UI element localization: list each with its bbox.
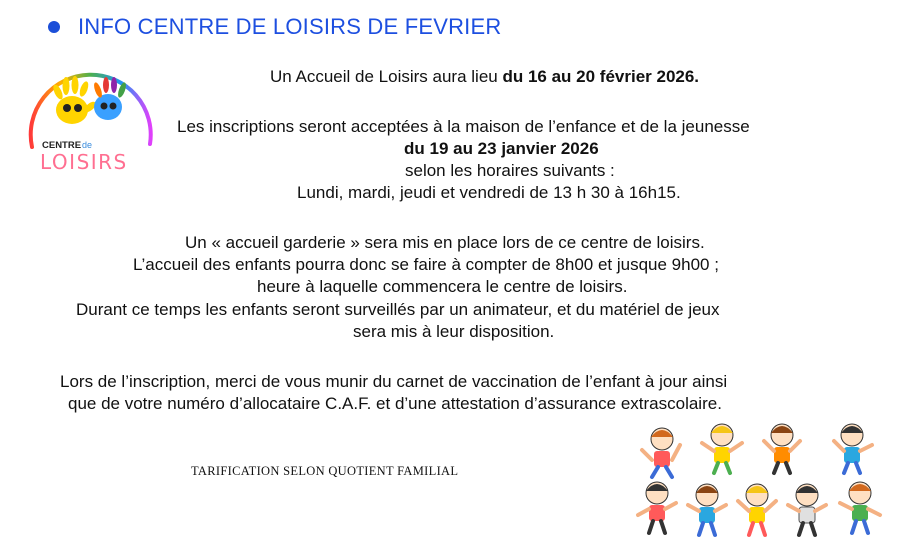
garderie-line-3: heure à laquelle commencera le centre de loisirs. [257, 277, 628, 296]
kid-figure-icon [638, 482, 676, 533]
schedule-intro: selon les horaires suivants : [405, 161, 615, 180]
intro-dates: du 16 au 20 février 2026. [502, 67, 700, 86]
registration-dates [404, 139, 599, 159]
registration-line: Les inscriptions seront acceptées à la maison de l’enfance et de la jeunesse [177, 117, 750, 136]
registration-dates-text: du 19 au 23 janvier 2026 [404, 139, 599, 158]
schedule-hours: Lundi, mardi, jeudi et vendredi de 13 h 30 à 16h15. [297, 183, 681, 202]
garderie-line-2: L’accueil des enfants pourra donc se faire à compter de 8h00 et jusque 9h00 ; [133, 255, 719, 274]
garderie-line-5: sera mis à leur disposition. [353, 322, 555, 341]
kid-figure-icon [702, 424, 742, 473]
kid-figure-icon [764, 424, 800, 473]
tarification-note: TARIFICATION SELON QUOTIENT FAMILIAL [191, 464, 459, 478]
documents-line-2: que de votre numéro d’allocataire C.A.F. et d’une attestation d’assurance extrascolaire. [68, 394, 722, 413]
kid-figure-icon [834, 424, 872, 473]
kid-figure-icon [688, 484, 726, 535]
intro-line [270, 67, 699, 87]
kid-figure-icon [642, 428, 680, 477]
intro-text: Un Accueil de Loisirs aura lieu [270, 67, 503, 86]
garderie-line-1: Un « accueil garderie » sera mis en place lors de ce centre de loisirs. [185, 233, 705, 252]
centre-de-loisirs-logo [20, 52, 160, 177]
logo-text-de: de [82, 140, 93, 150]
kids-illustration [632, 415, 900, 547]
bullet-icon [48, 21, 60, 33]
page-title: INFO CENTRE DE LOISIRS DE FEVRIER [78, 14, 502, 39]
logo-text-loisirs: LOISIRS [40, 150, 128, 174]
header [48, 12, 501, 42]
logo-text-centre: CENTRE [42, 140, 82, 151]
kid-figure-icon [840, 482, 880, 533]
kid-figure-icon [738, 484, 776, 535]
kid-figure-icon [788, 484, 826, 535]
garderie-line-4: Durant ce temps les enfants seront surveillés par un animateur, et du matériel de jeux [76, 300, 720, 319]
documents-line-1: Lors de l’inscription, merci de vous munir du carnet de vaccination de l’enfant à jour ainsi [60, 372, 728, 391]
